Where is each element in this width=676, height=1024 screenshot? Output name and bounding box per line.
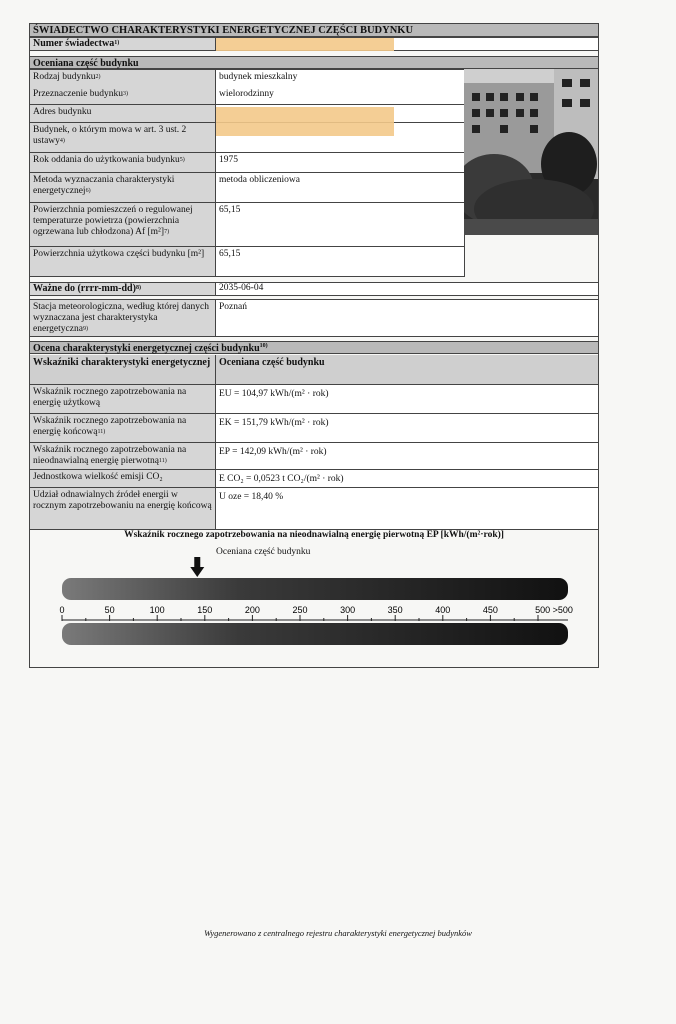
field-row bbox=[29, 173, 465, 203]
scale-tick-label: 200 bbox=[244, 605, 260, 615]
section-assessed-header: Oceniana część budynku bbox=[29, 56, 599, 69]
field-value: 65,15 bbox=[216, 247, 464, 276]
field-label: Przeznaczenie budynku$^{3)}$ bbox=[30, 87, 216, 104]
redacted-address-2 bbox=[216, 122, 394, 136]
indicator-label: Udział odnawialnych źródeł energii w rocznym zapotrzebowaniu na energię końcową bbox=[30, 488, 216, 529]
scale-tick-label: 50 bbox=[104, 605, 115, 615]
field-value: budynek mieszkalny bbox=[216, 70, 464, 87]
field-row bbox=[29, 247, 465, 277]
weather-station-value: Poznań bbox=[216, 300, 464, 336]
scale-marker-arrow-shaft bbox=[194, 557, 200, 567]
field-label: Powierzchnia pomieszczeń o regulowanej temperaturze powietrza (powierzchnia ogrzewana lub chłodzona) Af $[m^2]^{7)}$ bbox=[30, 203, 216, 246]
footer-note: Wygenerowano z centralnego rejestru charakterystyki energetycznej budynków bbox=[204, 928, 472, 938]
valid-until-row bbox=[29, 282, 599, 296]
indicator-label: Wskaźnik rocznego zapotrzebowania na energię końcową$^{11)}$ bbox=[30, 414, 216, 442]
scale-bar-top bbox=[62, 578, 568, 600]
scale-tick-label: 450 bbox=[482, 605, 498, 615]
assessment-header: Ocena charakterystyki energetycznej części budynku$^{10)}$ bbox=[29, 341, 599, 354]
scale-tick-label: 0 bbox=[59, 605, 65, 615]
scale-tick-label: 150 bbox=[197, 605, 213, 615]
field-label: Adres budynku bbox=[30, 105, 216, 122]
field-label: Budynek, o którym mowa w art. 3 ust. 2 ustawy$^{4)}$ bbox=[30, 123, 216, 152]
field-label: Rok oddania do użytkowania budynku$^{5)}$ bbox=[30, 153, 216, 172]
indicator-label: Jednostkowa wielkość emisji CO₂ bbox=[30, 470, 216, 487]
scale-tick-label: 350 bbox=[387, 605, 403, 615]
redacted-certificate-number bbox=[216, 38, 394, 51]
field-row bbox=[29, 69, 465, 87]
indicator-value: EP = 142,09 kWh/(m² · rok) bbox=[216, 443, 596, 469]
weather-station-row bbox=[29, 299, 599, 337]
scale-tick-label: 250 bbox=[292, 605, 308, 615]
valid-until-value: 2035-06-04 bbox=[216, 283, 596, 295]
ep-scale bbox=[30, 545, 598, 655]
indicators-col2-header: Oceniana część budynku bbox=[216, 355, 598, 384]
field-row bbox=[29, 153, 465, 173]
indicator-row bbox=[29, 414, 599, 443]
building-photo bbox=[464, 69, 598, 235]
field-row bbox=[29, 87, 465, 105]
ep-scale-graphic bbox=[30, 545, 598, 655]
field-value: 1975 bbox=[216, 153, 464, 172]
scale-marker-label: Oceniana część budynku bbox=[216, 547, 311, 557]
indicator-value: EU = 104,97 kWh/(m² · rok) bbox=[216, 385, 596, 413]
scale-marker-arrow-icon bbox=[190, 567, 204, 577]
indicators-col1-header: Wskaźniki charakterystyki energetycznej bbox=[30, 355, 216, 384]
indicator-label: Wskaźnik rocznego zapotrzebowania na nieodnawialną energię pierwotną$^{11)}$ bbox=[30, 443, 216, 469]
field-label: Metoda wyznaczania charakterystyki energetycznej$^{6)}$ bbox=[30, 173, 216, 202]
indicator-value: E CO₂ = 0,0523 t CO₂/(m² · rok) bbox=[216, 470, 596, 487]
indicator-row bbox=[29, 488, 599, 530]
indicator-row bbox=[29, 385, 599, 414]
certificate-title: ŚWIADECTWO CHARAKTERYSTYKI ENERGETYCZNEJ CZĘŚCI BUDYNKU bbox=[29, 23, 599, 37]
field-label: Powierzchnia użytkowa części budynku [m²] bbox=[30, 247, 216, 276]
indicator-row bbox=[29, 470, 599, 488]
scale-tick-label: 100 bbox=[149, 605, 165, 615]
field-label: Rodzaj budynku$^{2)}$ bbox=[30, 70, 216, 87]
scale-tick-label: 400 bbox=[435, 605, 451, 615]
indicator-value: EK = 151,79 kWh/(m² · rok) bbox=[216, 414, 596, 442]
scale-bar-bottom bbox=[62, 623, 568, 645]
valid-until-label: Ważne do (rrrr-mm-dd)$^{8)}$ bbox=[30, 283, 216, 295]
scale-tick-label: 300 bbox=[340, 605, 356, 615]
field-value: metoda obliczeniowa bbox=[216, 173, 464, 202]
field-value: wielorodzinny bbox=[216, 87, 464, 104]
field-row bbox=[29, 203, 465, 247]
indicators-header-row bbox=[29, 355, 599, 385]
scale-title: Wskaźnik rocznego zapotrzebowania na nieodnawialną energię pierwotną EP [kWh/(m²·rok)] bbox=[124, 530, 504, 540]
indicator-row bbox=[29, 443, 599, 470]
redacted-address bbox=[216, 107, 394, 122]
certificate-number-label: Numer świadectwa$^{1)}$ bbox=[30, 38, 216, 50]
indicator-label: Wskaźnik rocznego zapotrzebowania na energię użytkową bbox=[30, 385, 216, 413]
indicator-value: U oze = 18,40 % bbox=[216, 488, 596, 529]
scale-tick-label: 500 >500 bbox=[535, 605, 573, 615]
field-value: 65,15 bbox=[216, 203, 464, 246]
weather-station-label: Stacja meteorologiczna, według której danych wyznaczana jest charakterystyka energetyczna$^{9)}$ bbox=[30, 300, 216, 336]
